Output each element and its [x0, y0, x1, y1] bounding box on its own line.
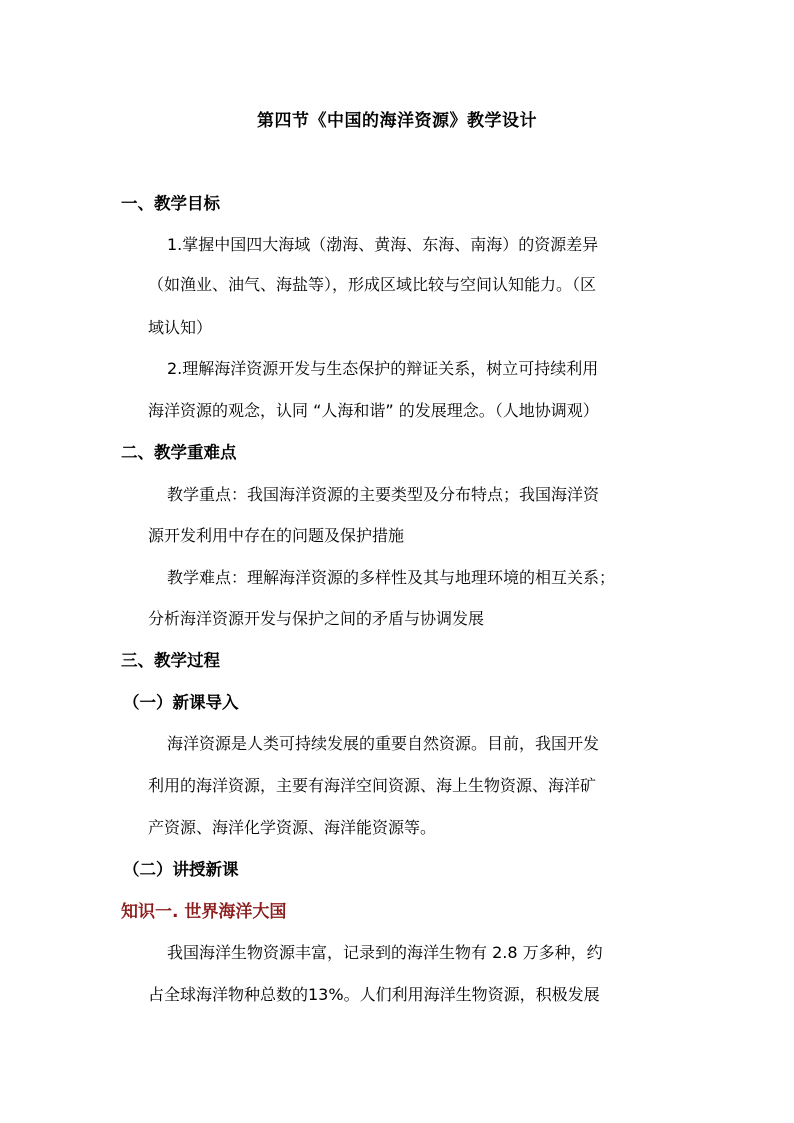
paragraph-line: 产资源、海洋化学资源、海洋能资源等。	[148, 818, 437, 837]
section-heading-key-points: 二、教学重难点	[121, 443, 237, 462]
paragraph-line: 利用的海洋资源，主要有海洋空间资源、海上生物资源、海洋矿	[148, 776, 597, 795]
paragraph-line: 教学难点：理解海洋资源的多样性及其与地理环境的相互关系；	[167, 568, 616, 587]
paragraph-line: 教学重点：我国海洋资源的主要类型及分布特点；我国海洋资	[167, 485, 600, 504]
subsection-heading-new-lesson: （二）讲授新课	[123, 860, 239, 879]
paragraph-line: 占全球海洋物种总数的13%。人们利用海洋生物资源，积极发展	[148, 985, 600, 1004]
paragraph-line: 2.理解海洋资源开发与生态保护的辩证关系，树立可持续利用	[167, 359, 599, 378]
paragraph-line: 域认知）	[148, 318, 213, 337]
paragraph-line: 海洋资源是人类可持续发展的重要自然资源。目前，我国开发	[167, 734, 600, 753]
paragraph-line: 1.掌握中国四大海域（渤海、黄海、东海、南海）的资源差异	[167, 235, 599, 254]
paragraph-line: 源开发利用中存在的问题及保护措施	[148, 526, 405, 545]
paragraph-line: （如渔业、油气、海盐等），形成区域比较与空间认知能力。（区	[148, 275, 597, 294]
subsection-heading-intro: （一）新课导入	[123, 693, 239, 712]
paragraph-line: 我国海洋生物资源丰富，记录到的海洋生物有 2.8 万多种，约	[167, 943, 603, 962]
knowledge-heading: 知识一. 世界海洋大国	[121, 902, 287, 922]
paragraph-line: 海洋资源的观念，认同 “人海和谐” 的发展理念。（人地协调观）	[148, 401, 599, 420]
section-heading-process: 三、教学过程	[121, 651, 220, 670]
document-title: 第四节《中国的海洋资源》教学设计	[257, 111, 537, 131]
paragraph-line: 分析海洋资源开发与保护之间的矛盾与协调发展	[148, 609, 485, 628]
section-heading-objectives: 一、教学目标	[121, 194, 220, 213]
